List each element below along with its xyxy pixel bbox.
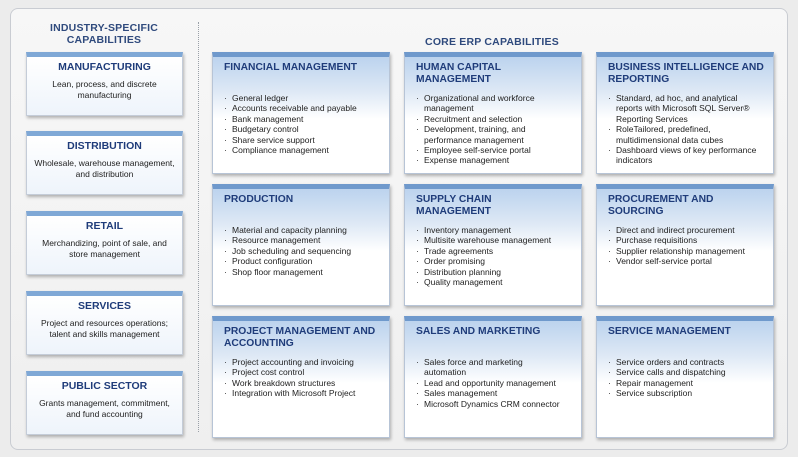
core-box-list: [416, 225, 581, 287]
core-box-list: [416, 357, 566, 409]
core-box-supply-chain-management: [404, 184, 582, 306]
core-box-title: PROCUREMENT AND SOURCING: [608, 194, 714, 217]
capability-item: · Job scheduling and sequencing: [224, 246, 389, 256]
core-box-list: [224, 93, 389, 155]
capability-item: · Vendor self-service portal: [608, 256, 773, 266]
capability-item: · Inventory management: [416, 225, 581, 235]
capability-item: · Product configuration: [224, 256, 389, 266]
industry-heading-text: INDUSTRY-SPECIFIC CAPABILITIES: [49, 22, 159, 46]
capability-item: · Organizational and workforce management: [416, 93, 566, 114]
capability-item: · Bank management: [224, 114, 389, 124]
capability-item: · Lead and opportunity management: [416, 378, 566, 388]
capability-item: · Shop floor management: [224, 267, 389, 277]
capability-item: · Supplier relationship management: [608, 246, 773, 256]
industry-title: DISTRIBUTION: [67, 140, 142, 152]
core-box-financial-management: [212, 52, 390, 174]
capability-item: · Budgetary control: [224, 124, 389, 134]
core-box-production: [212, 184, 390, 306]
section-divider: [198, 22, 199, 432]
core-box-list: [224, 357, 389, 399]
core-box-human-capital-management: [404, 52, 582, 174]
capability-item: · Service calls and dispatching: [608, 367, 773, 377]
industry-box-manufacturing: [26, 52, 183, 116]
capability-item: · Work breakdown structures: [224, 378, 389, 388]
capability-item: · Trade agreements: [416, 246, 581, 256]
industry-box-retail: [26, 211, 183, 275]
industry-heading: [40, 22, 168, 46]
industry-title: RETAIL: [85, 220, 124, 232]
core-box-title: PRODUCTION: [224, 194, 294, 205]
capability-item: · Material and capacity planning: [224, 225, 389, 235]
industry-desc: Project and resources operations; talent and skills management: [40, 318, 169, 339]
core-box-title: HUMAN CAPITAL MANAGEMENT: [416, 62, 501, 85]
capability-item: · Standard, ad hoc, and analytical reports with Microsoft SQL Server® Reporting Services: [608, 93, 758, 124]
capability-item: · Multisite warehouse management: [416, 235, 581, 245]
core-box-title: SUPPLY CHAIN MANAGEMENT: [416, 194, 492, 217]
capability-item: · Service orders and contracts: [608, 357, 773, 367]
industry-box-distribution: [26, 131, 183, 195]
core-box-title: SALES AND MARKETING: [416, 326, 541, 337]
capability-item: · Order promising: [416, 256, 581, 266]
capability-item: · Sales force and marketing automation: [416, 357, 566, 378]
core-box-procurement-and-sourcing: [596, 184, 774, 306]
core-box-business-intelligence: [596, 52, 774, 174]
capability-item: · Share service support: [224, 135, 389, 145]
capability-item: · Development, training, and performance management: [416, 124, 566, 145]
core-heading: [390, 36, 594, 48]
core-box-title: PROJECT MANAGEMENT AND ACCOUNTING: [224, 326, 376, 349]
capability-item: · Quality management: [416, 277, 581, 287]
industry-box-public-sector: [26, 371, 183, 435]
industry-title: SERVICES: [78, 300, 131, 312]
industry-desc: Grants management, commitment, and fund accounting: [39, 398, 170, 419]
capability-item: · General ledger: [224, 93, 389, 103]
core-box-project-management-accounting: [212, 316, 390, 438]
capability-item: · Integration with Microsoft Project: [224, 388, 389, 398]
capability-item: · Direct and indirect procurement: [608, 225, 773, 235]
industry-title: MANUFACTURING: [58, 61, 151, 73]
industry-desc: Merchandizing, point of sale, and store management: [42, 238, 167, 259]
industry-box-services: [26, 291, 183, 355]
core-box-list: [608, 93, 758, 166]
core-box-title: SERVICE MANAGEMENT: [608, 326, 731, 337]
capability-item: · Dashboard views of key performance indicators: [608, 145, 758, 166]
industry-title: PUBLIC SECTOR: [61, 380, 148, 392]
capability-item: · Sales management: [416, 388, 566, 398]
capability-item: · Employee self-service portal: [416, 145, 566, 155]
capability-item: · RoleTailored, predefined, multidimensional data cubes: [608, 124, 758, 145]
capability-item: · Expense management: [416, 155, 566, 165]
capability-item: · Resource management: [224, 235, 389, 245]
core-box-list: [416, 93, 566, 166]
industry-desc: Wholesale, warehouse management, and distribution: [34, 158, 175, 179]
core-box-service-management: [596, 316, 774, 438]
core-box-list: [608, 225, 773, 267]
capability-item: · Project accounting and invoicing: [224, 357, 389, 367]
capability-item: · Recruitment and selection: [416, 114, 566, 124]
core-box-title: BUSINESS INTELLIGENCE AND REPORTING: [608, 62, 764, 85]
capability-item: · Service subscription: [608, 388, 773, 398]
core-box-title: FINANCIAL MANAGEMENT: [224, 62, 358, 73]
industry-desc: Lean, process, and discrete manufacturing: [52, 79, 157, 100]
core-heading-text: CORE ERP CAPABILITIES: [425, 36, 559, 48]
capability-item: · Distribution planning: [416, 267, 581, 277]
capability-item: · Repair management: [608, 378, 773, 388]
capability-item: · Project cost control: [224, 367, 389, 377]
capability-item: · Purchase requisitions: [608, 235, 773, 245]
core-box-list: [224, 225, 389, 277]
core-box-sales-and-marketing: [404, 316, 582, 438]
capability-item: · Accounts receivable and payable: [224, 103, 389, 113]
core-box-list: [608, 357, 773, 399]
capability-item: · Microsoft Dynamics CRM connector: [416, 399, 566, 409]
capability-item: · Compliance management: [224, 145, 389, 155]
